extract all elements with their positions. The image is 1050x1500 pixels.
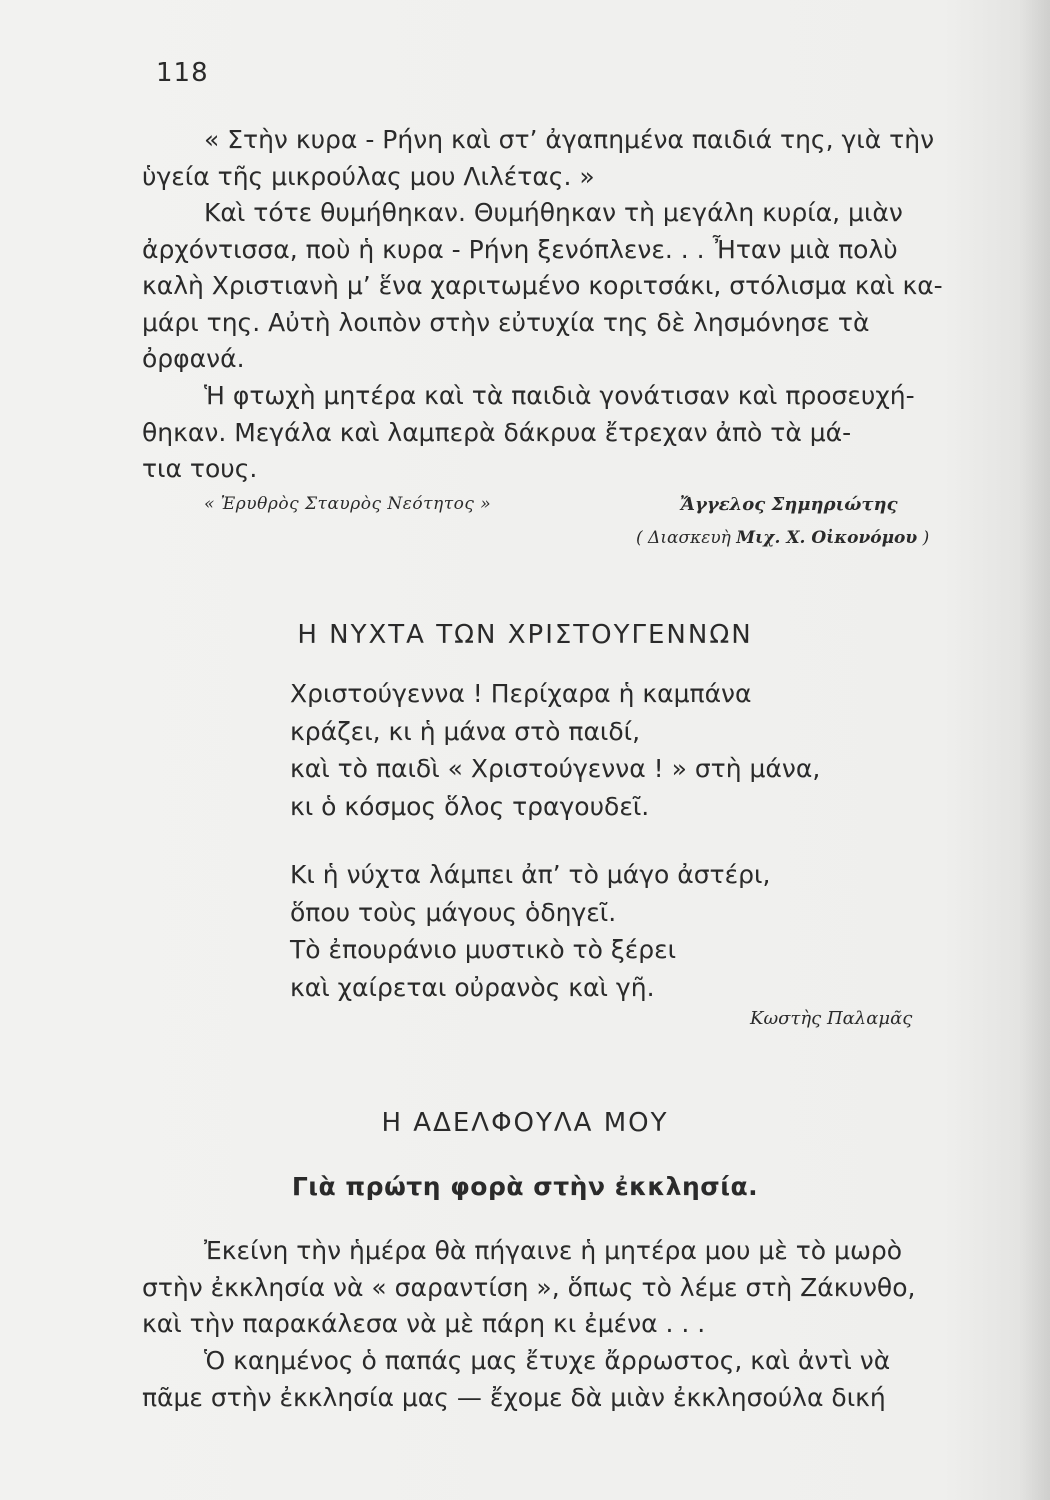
poem-line: καὶ τὸ παιδὶ « Χριστούγεννα ! » στὴ μάνα,	[290, 754, 821, 783]
paragraph-prayer	[142, 378, 932, 488]
poem-line: καὶ χαίρεται οὐρανὸς καὶ γῆ.	[290, 972, 655, 1002]
text-line: Ὁ καημένος ὁ παπάς μας ἔτυχε ἄρρωστος, καὶ ἀντὶ νὰ	[204, 1346, 891, 1375]
paragraph-toast	[142, 122, 935, 195]
poem-title: Η ΝΥΧΤΑ ΤΩΝ ΧΡΙΣΤΟΥΓΕΝΝΩΝ	[297, 620, 753, 650]
text-line: καλὴ Χριστιανὴ μ’ ἕνα χαριτωμένο κοριτσάκι, στόλισμα καὶ κα-	[142, 271, 943, 301]
text-line: ὑγεία τῆς μικρούλας μου Λιλέτας. »	[142, 161, 595, 191]
poem-stanza-2	[290, 856, 770, 1006]
text-line: ὀρφανά.	[142, 344, 245, 374]
source-credit: « Ἐρυθρὸς Σταυρὸς Νεότητος »	[204, 494, 492, 514]
paragraph-that-day	[142, 1233, 932, 1343]
text-line: τια τους.	[142, 454, 258, 484]
text-line: Καὶ τότε θυμήθηκαν. Θυμήθηκαν τὴ μεγάλη κυρία, μιὰν	[204, 198, 903, 227]
poem-line: κράζει, κι ἡ μάνα στὸ παιδί,	[290, 716, 641, 746]
story-subtitle: Γιὰ πρώτη φορὰ στὴν ἐκκλησία.	[291, 1172, 759, 1201]
poem-author: Κωστὴς Παλαμᾶς	[750, 1008, 913, 1029]
text-line: Ἐκείνη τὴν ἡμέρα θὰ πήγαινε ἡ μητέρα μου μὲ τὸ μωρὸ	[204, 1236, 903, 1265]
poem-stanza-1	[290, 675, 820, 825]
text-line: « Στὴν κυρα - Ρήνη καὶ στ’ ἀγαπημένα παιδιά της, γιὰ τὴν	[204, 125, 935, 154]
poem-line: Χριστούγεννα ! Περίχαρα ἡ καμπάνα	[290, 679, 752, 708]
page-number: 118	[156, 58, 209, 88]
adaptation-prefix: ( Διασκευὴ	[636, 528, 737, 548]
text-line: πᾶμε στὴν ἐκκλησία μας — ἔχομε δὰ μιὰν ἐκκλησούλα δική	[142, 1382, 886, 1412]
text-line: στὴν ἐκκλησία νὰ « σαραντίση », ὅπως τὸ λέμε στὴ Ζάκυνθο,	[142, 1272, 916, 1302]
poem-line: Κι ἡ νύχτα λάμπει ἀπ’ τὸ μάγο ἀστέρι,	[290, 860, 771, 889]
text-line: ἀρχόντισσα, ποὺ ἡ κυρα - Ρήνη ξενόπλενε. . . Ἦταν μιὰ πολὺ	[142, 234, 898, 264]
text-line: Ἡ φτωχὴ μητέρα καὶ τὰ παιδιὰ γονάτισαν καὶ προσευχή-	[204, 381, 915, 410]
paragraph-priest	[142, 1343, 932, 1416]
author-credit: Ἄγγελος Σημηριώτης	[680, 494, 898, 515]
text-line: καὶ τὴν παρακάλεσα νὰ μὲ πάρη κι ἐμένα . . .	[142, 1309, 706, 1339]
paragraph-remembered	[142, 195, 943, 378]
poem-line: κι ὁ κόσμος ὅλος τραγουδεῖ.	[290, 791, 650, 821]
adaptation-name: Μιχ. Χ. Οἰκονόμου	[736, 528, 918, 548]
story-title: Η ΑΔΕΛΦΟΥΛΑ ΜΟΥ	[381, 1108, 669, 1138]
adaptation-suffix: )	[917, 528, 930, 548]
poem-line: Τὸ ἐπουράνιο μυστικὸ τὸ ξέρει	[290, 935, 677, 964]
text-line: μάρι της. Αὐτὴ λοιπὸν στὴν εὐτυχία της δὲ λησμόνησε τὰ	[142, 307, 870, 337]
text-line: θηκαν. Μεγάλα καὶ λαμπερὰ δάκρυα ἔτρεχαν ἀπὸ τὰ μά-	[142, 417, 852, 447]
adaptation-credit	[636, 528, 929, 548]
poem-line: ὅπου τοὺς μάγους ὁδηγεῖ.	[290, 897, 617, 927]
